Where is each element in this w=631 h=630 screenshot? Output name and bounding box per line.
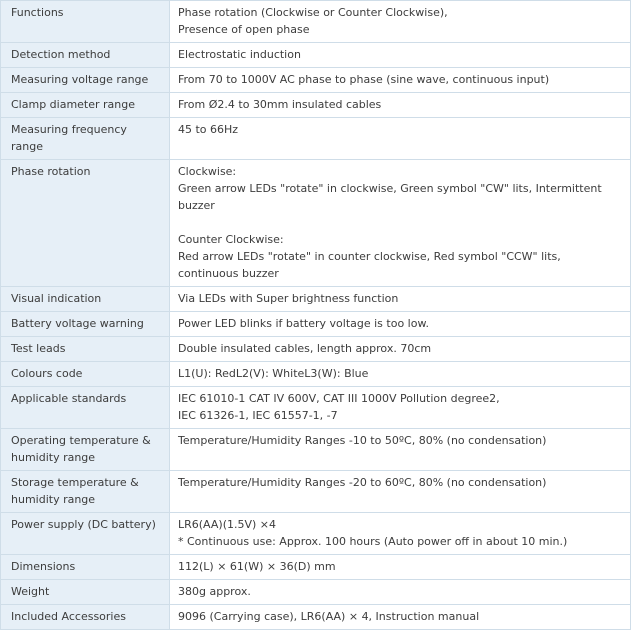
spec-row [1,93,631,118]
spec-label: Measuring frequency range [1,118,170,160]
spec-value [170,118,631,160]
spec-value [170,287,631,312]
spec-label: Clamp diameter range [1,93,170,118]
spec-value-line: IEC 61010-1 CAT IV 600V, CAT III 1000V Pollution degree2, [178,392,500,405]
spec-value [170,513,631,555]
spec-label: Functions [1,1,170,43]
spec-row [1,471,631,513]
spec-row [1,118,631,160]
spec-row [1,555,631,580]
spec-value [170,312,631,337]
spec-value [170,160,631,287]
spec-value [170,68,631,93]
spec-value [170,337,631,362]
spec-value-line: Via LEDs with Super brightness function [178,292,399,305]
spec-value [170,43,631,68]
spec-label: Colours code [1,362,170,387]
spec-value-line: 380g approx. [178,585,251,598]
spec-value [170,387,631,429]
spec-label: Applicable standards [1,387,170,429]
spec-value-line: Presence of open phase [178,23,310,36]
spec-value-line: 45 to 66Hz [178,123,239,136]
spec-row [1,387,631,429]
spec-value [170,362,631,387]
spec-value-line: 112(L) × 61(W) × 36(D) mm [178,560,336,573]
spec-row [1,362,631,387]
spec-label: Test leads [1,337,170,362]
spec-label: Operating temperature & humidity range [1,429,170,471]
spec-label: Visual indication [1,287,170,312]
spec-value [170,555,631,580]
spec-row [1,312,631,337]
spec-value-line: L1(U): RedL2(V): WhiteL3(W): Blue [178,367,369,380]
spec-value-line: IEC 61326-1, IEC 61557-1, -7 [178,409,338,422]
spec-value-line: Green arrow LEDs "rotate" in clockwise, Green symbol "CW" lits, Intermittent buzzer [178,182,602,212]
spec-label: Detection method [1,43,170,68]
spec-label: Included Accessories [1,605,170,630]
spec-value [170,605,631,630]
spec-row [1,605,631,630]
spec-label: Battery voltage warning [1,312,170,337]
spec-value-line: * Continuous use: Approx. 100 hours (Auto power off in about 10 min.) [178,535,568,548]
spec-row [1,429,631,471]
spec-row [1,43,631,68]
spec-value [170,1,631,43]
spec-row [1,160,631,287]
spec-value-line: Double insulated cables, length approx. 70cm [178,342,432,355]
spec-value [170,93,631,118]
spec-row [1,287,631,312]
spec-value-line: From 70 to 1000V AC phase to phase (sine wave, continuous input) [178,73,550,86]
spec-value-line: LR6(AA)(1.5V) ×4 [178,518,277,531]
spec-value-line: Counter Clockwise: [178,233,284,246]
spec-row [1,68,631,93]
spec-value [170,580,631,605]
spec-value-line: Clockwise: [178,165,237,178]
spec-value-line: Phase rotation (Clockwise or Counter Clockwise), [178,6,448,19]
spec-value-line: Temperature/Humidity Ranges -20 to 60ºC, 80% (no condensation) [178,476,547,489]
spec-value-line: Power LED blinks if battery voltage is too low. [178,317,429,330]
spec-value [170,471,631,513]
spec-value-line: Electrostatic induction [178,48,301,61]
spec-value-line: Temperature/Humidity Ranges -10 to 50ºC, 80% (no condensation) [178,434,547,447]
spec-table-body [1,1,631,630]
spec-value-gap [178,214,622,231]
spec-label: Measuring voltage range [1,68,170,93]
spec-value-line: From Ø2.4 to 30mm insulated cables [178,98,382,111]
spec-value-line: Red arrow LEDs "rotate" in counter clockwise, Red symbol "CCW" lits, continuous buzzer [178,250,561,280]
spec-row [1,580,631,605]
spec-label: Storage temperature & humidity range [1,471,170,513]
spec-row [1,337,631,362]
spec-label: Power supply (DC battery) [1,513,170,555]
spec-value-line: 9096 (Carrying case), LR6(AA) × 4, Instruction manual [178,610,480,623]
spec-value [170,429,631,471]
spec-row [1,513,631,555]
spec-label: Weight [1,580,170,605]
spec-label: Phase rotation [1,160,170,287]
spec-row [1,1,631,43]
spec-label: Dimensions [1,555,170,580]
